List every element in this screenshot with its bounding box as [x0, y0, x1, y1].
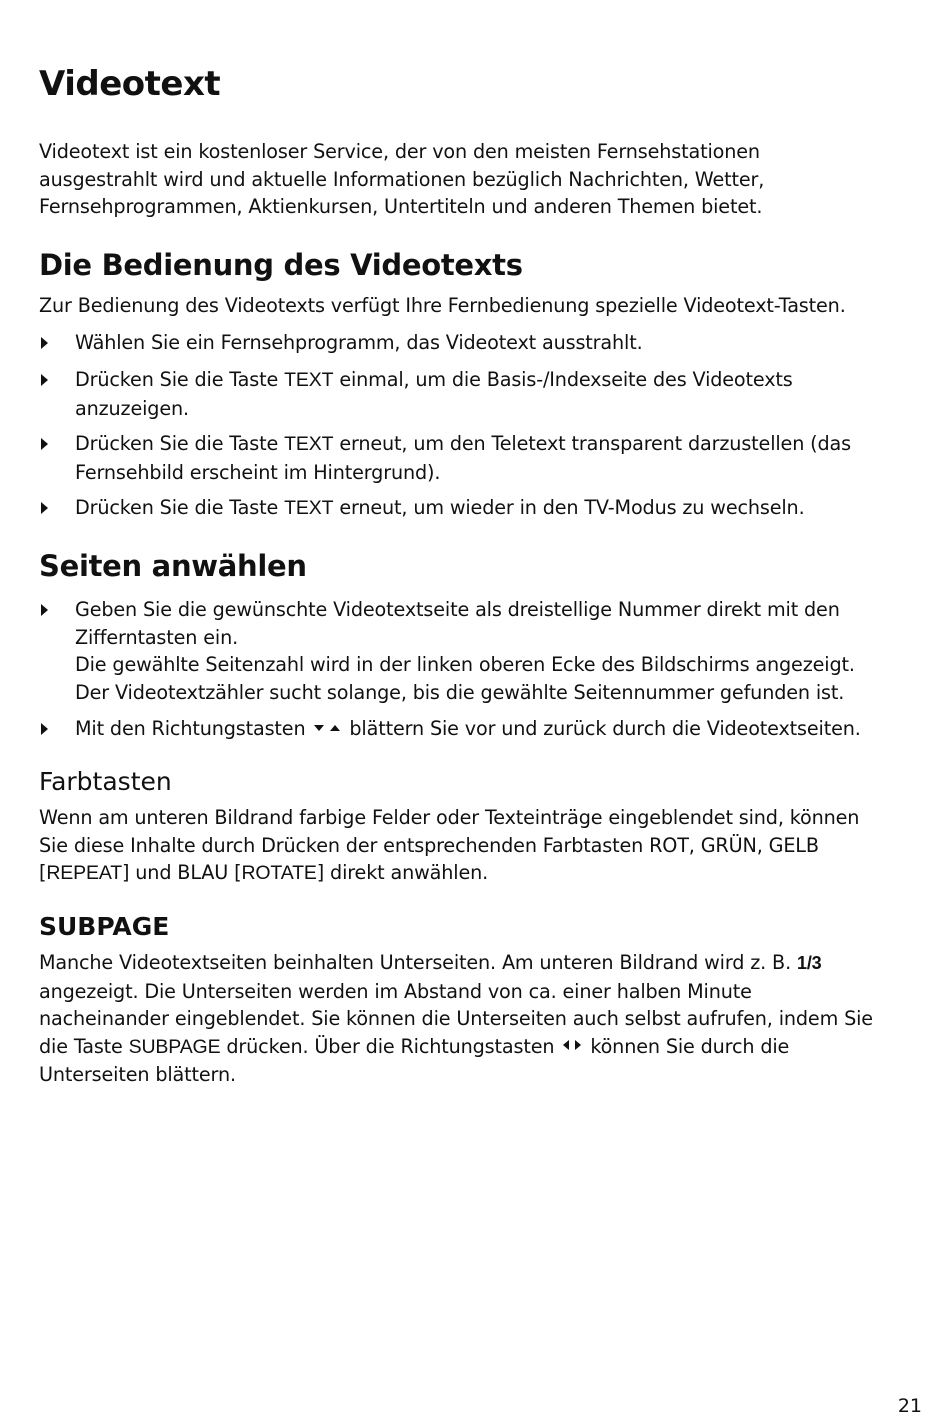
farbtasten-line: Wenn am unteren Bildrand farbige Felder oder Texteinträge eingeblendet sind, können: [39, 806, 860, 829]
key-text: TEXT: [284, 433, 334, 455]
arrow-left-icon: [563, 1040, 569, 1050]
list-item-text: Die gewählte Seitenzahl wird in der linken oberen Ecke des Bildschirms angezeigt.: [75, 653, 855, 677]
bedienung-text: Zur Bedienung des Videotexts verfügt Ihre Fernbedienung spezielle Videotext-Tasten.: [39, 294, 846, 317]
list-item-text: Mit den Richtungstasten: [75, 717, 306, 740]
list-item-text: Zifferntasten ein.: [75, 625, 239, 649]
subpage-line: angezeigt. Die Unterseiten werden im Abstand von ca. einer halben Minute: [39, 979, 752, 1003]
text-fragment: drücken. Über die Richtungstasten: [220, 1034, 555, 1058]
bullet-arrow-icon: [41, 337, 48, 349]
list-item-text: Drücken Sie die Taste: [75, 432, 285, 455]
key-repeat: REPEAT: [46, 862, 123, 885]
subpage-line: [39, 949, 929, 978]
heading-seiten: Seiten anwählen: [39, 549, 307, 583]
arrow-down-icon: [314, 725, 324, 731]
farbtasten-line: [39, 859, 929, 888]
text-fragment: Manche Videotextseiten beinhalten Unterseiten. Am unteren Bildrand wird z. B.: [39, 951, 797, 974]
list-item: [39, 494, 929, 523]
list-item: [39, 366, 929, 422]
farbtasten-line: Sie diese Inhalte durch Drücken der entsprechenden Farbtasten ROT, GRÜN, GELB: [39, 833, 819, 857]
intro-paragraph: [39, 138, 929, 221]
list-item-text: Der Videotextzähler sucht solange, bis die gewählte Seitennummer gefunden ist.: [75, 680, 845, 704]
intro-line: Fernsehprogrammen, Aktienkursen, Untertiteln und anderen Themen bietet.: [39, 195, 763, 219]
text-fragment: können Sie durch die: [590, 1034, 790, 1058]
list-item-text: Drücken Sie die Taste: [75, 368, 285, 391]
heading-bedienung: Die Bedienung des Videotexts: [39, 248, 523, 282]
page-number: 21: [897, 1395, 922, 1417]
arrow-up-icon: [330, 725, 340, 731]
key-text: TEXT: [284, 369, 334, 391]
key-rotate: ROTATE: [241, 862, 317, 885]
heading-subpage: SUBPAGE: [39, 912, 170, 941]
list-item-text: erneut, um wieder in den TV-Modus zu wechseln.: [333, 496, 805, 519]
list-item-text: Fernsehbild erscheint im Hintergrund).: [75, 460, 441, 484]
bullet-arrow-icon: [41, 502, 48, 514]
key-text: TEXT: [284, 497, 334, 519]
list-item: [39, 715, 929, 743]
list-item-text: blättern Sie vor und zurück durch die Videotextseiten.: [349, 717, 861, 740]
bullet-arrow-icon: [41, 723, 48, 735]
list-item-text: Wählen Sie ein Fernsehprogramm, das Videotext ausstrahlt.: [75, 331, 643, 354]
bullet-arrow-icon: [41, 374, 48, 386]
list-item-text: anzuzeigen.: [75, 396, 189, 420]
subpage-line: [39, 1033, 929, 1062]
heading-farbtasten: Farbtasten: [39, 767, 172, 796]
farbtasten-paragraph: [39, 804, 929, 888]
text-fragment: ] direkt anwählen.: [316, 861, 489, 885]
bullet-arrow-icon: [41, 604, 48, 616]
list-item-text: einmal, um die Basis-/Indexseite des Videotexts: [333, 368, 793, 391]
key-subpage: SUBPAGE: [128, 1035, 221, 1058]
text-fragment: ] und BLAU [: [122, 861, 242, 885]
list-item: [39, 430, 929, 486]
subpage-line: nacheinander eingeblendet. Sie können die Unterseiten auch selbst aufrufen, indem Sie: [39, 1007, 873, 1031]
subpage-paragraph: [39, 949, 929, 1089]
list-item: [39, 329, 929, 357]
text-fragment: [: [39, 861, 47, 885]
list-item-text: erneut, um den Teletext transparent darzustellen (das: [333, 432, 851, 455]
list-item: [39, 596, 929, 706]
arrow-right-icon: [575, 1040, 581, 1050]
intro-line: Videotext ist ein kostenloser Service, der von den meisten Fernsehstationen: [39, 140, 760, 163]
list-item-text: Geben Sie die gewünschte Videotextseite als dreistellige Nummer direkt mit den: [75, 598, 840, 621]
list-item-text: Drücken Sie die Taste: [75, 496, 285, 519]
subpage-line: Unterseiten blättern.: [39, 1063, 236, 1087]
page-title: Videotext: [39, 64, 221, 104]
key-text: 1/3: [796, 953, 822, 973]
bullet-arrow-icon: [41, 438, 48, 450]
text-fragment: die Taste: [39, 1034, 129, 1058]
intro-line: ausgestrahlt wird und aktuelle Informationen bezüglich Nachrichten, Wetter,: [39, 167, 765, 191]
